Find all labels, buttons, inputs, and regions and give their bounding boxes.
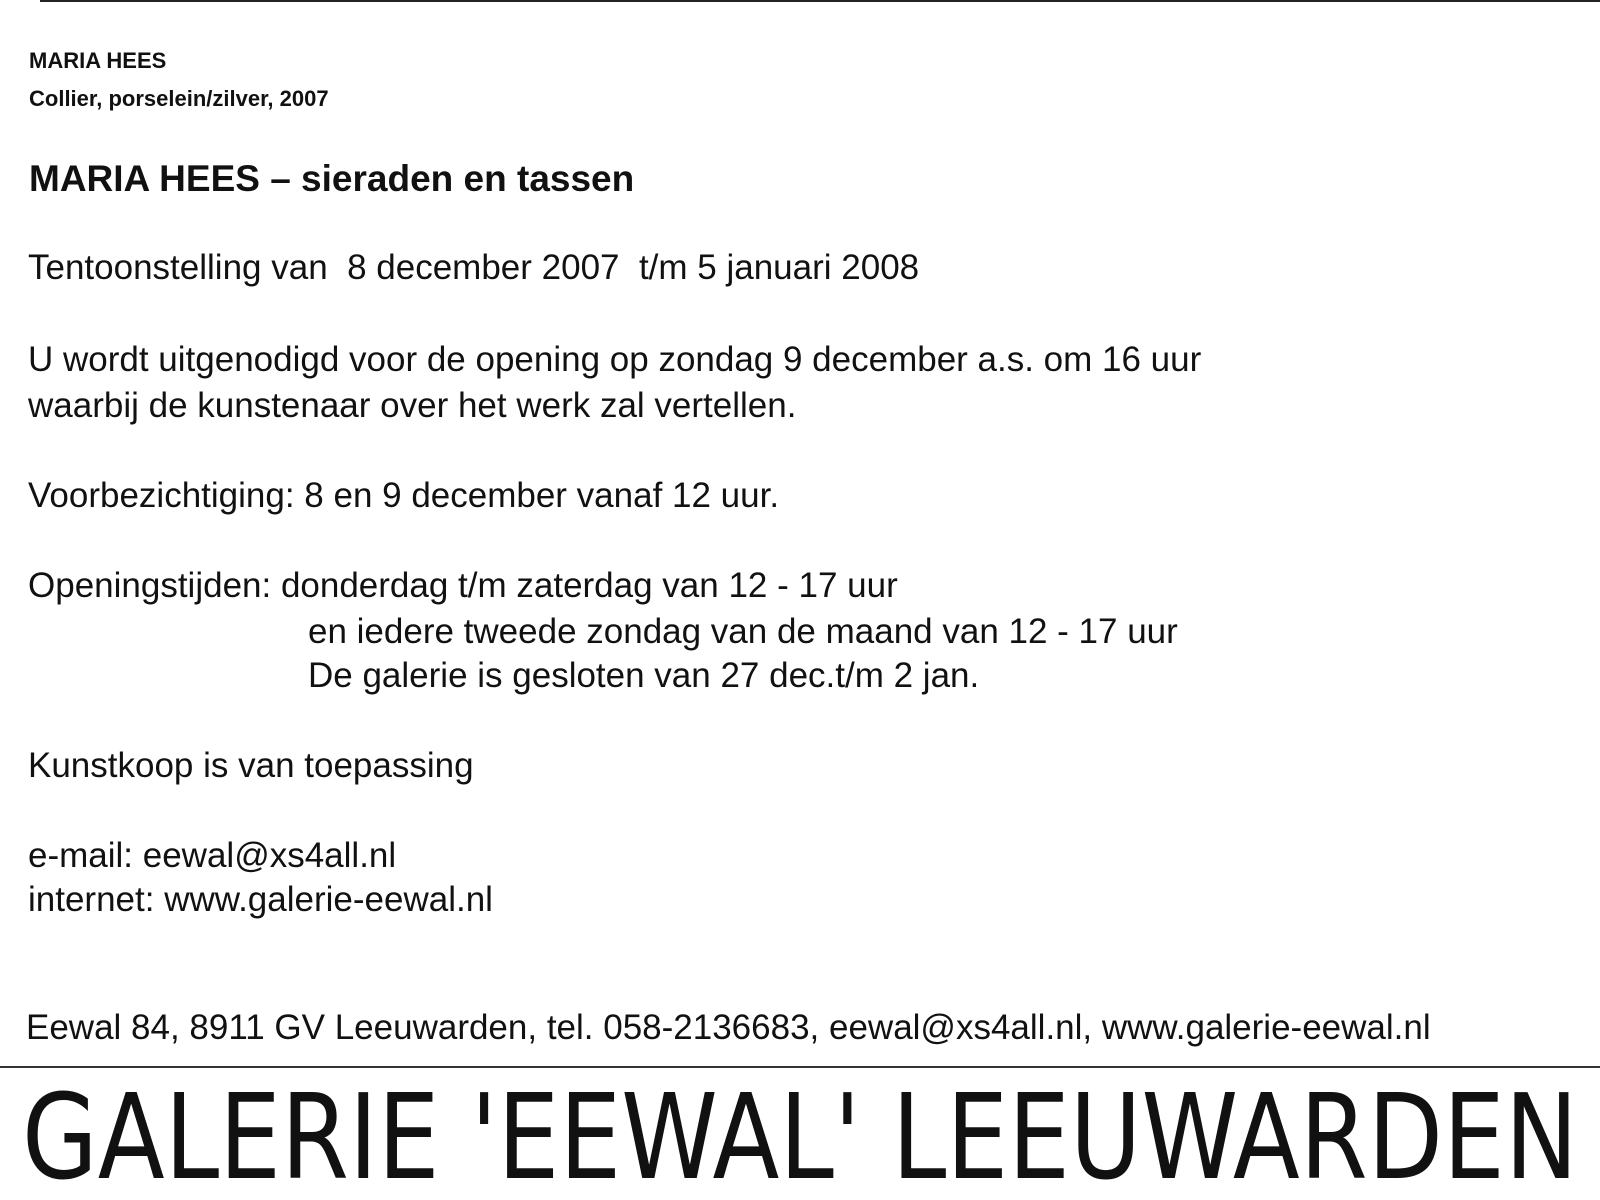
opening-hours-line-3: De galerie is gesloten van 27 dec.t/m 2 jan.: [308, 656, 980, 695]
gallery-logo: [22, 1080, 1582, 1190]
kunstkoop-text: Kunstkoop is van toepassing: [28, 746, 474, 785]
bottom-rule: [0, 1066, 1600, 1068]
exhibition-dates: Tentoonstelling van 8 december 2007 t/m 5 januari 2008: [28, 248, 920, 287]
caption-artist: MARIA HEES: [29, 48, 167, 73]
opening-hours-line-1: Openingstijden: donderdag t/m zaterdag van 12 - 17 uur: [28, 566, 898, 605]
gallery-logo-text: GALERIE 'EEWAL' LEEUWARDEN: [22, 1080, 1578, 1190]
preview-text: Voorbezichtiging: 8 en 9 december vanaf 12 uur.: [28, 476, 780, 515]
top-rule: [40, 0, 1600, 2]
contact-email: e-mail: eewal@xs4all.nl: [28, 836, 397, 875]
invitation-line-1: U wordt uitgenodigd voor de opening op zondag 9 december a.s. om 16 uur: [28, 340, 1202, 379]
invitation-line-2: waarbij de kunstenaar over het werk zal vertellen.: [28, 386, 797, 425]
opening-hours-line-2: en iedere tweede zondag van de maand van 12 - 17 uur: [308, 612, 1178, 651]
gallery-address: Eewal 84, 8911 GV Leeuwarden, tel. 058-2136683, eewal@xs4all.nl, www.galerie-eewal.nl: [26, 1008, 1431, 1047]
contact-internet: internet: www.galerie-eewal.nl: [28, 880, 493, 919]
caption-work: Collier, porselein/zilver, 2007: [29, 86, 329, 111]
artwork-caption: [29, 42, 329, 118]
exhibition-title: MARIA HEES – sieraden en tassen: [29, 158, 635, 199]
